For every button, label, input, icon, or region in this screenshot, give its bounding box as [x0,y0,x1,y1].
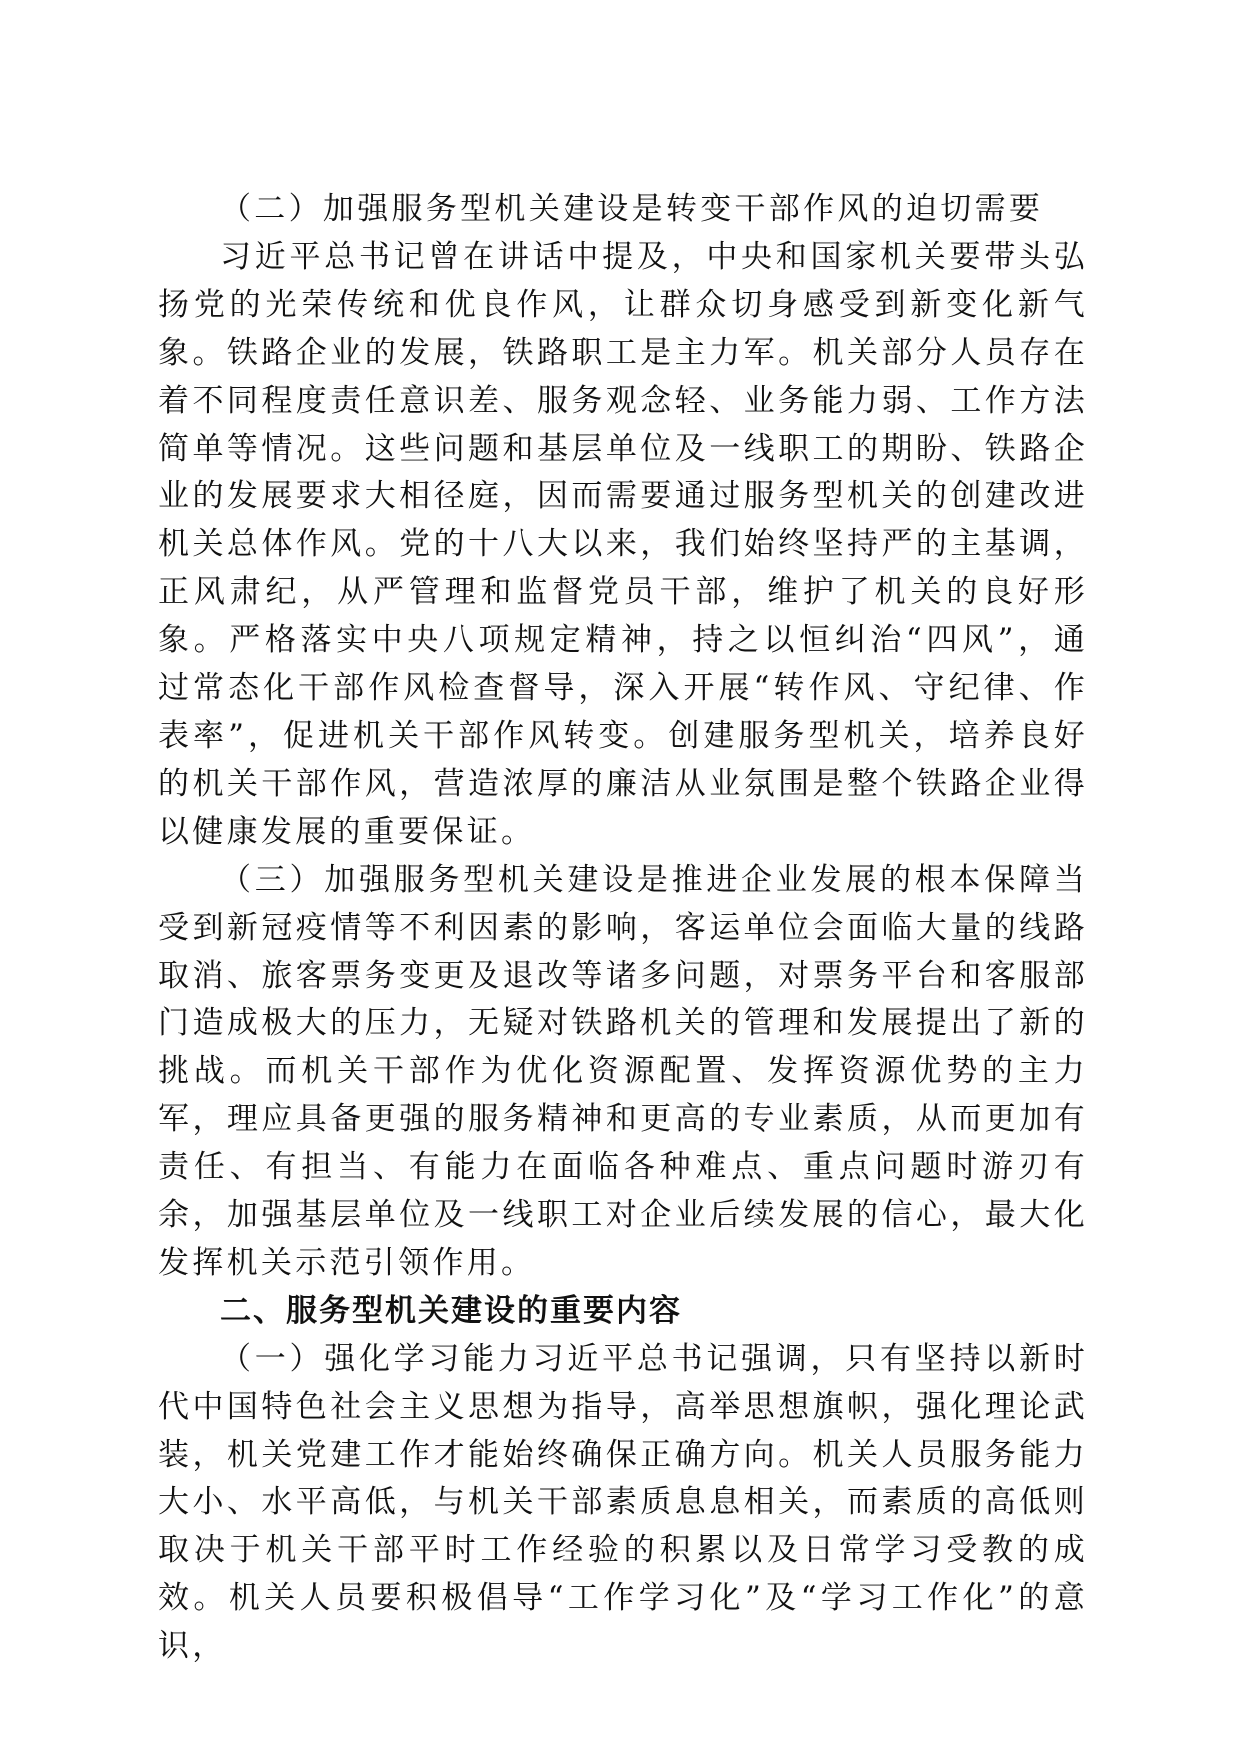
document-body [158,186,1088,1671]
section-heading-2: 二、服务型机关建设的重要内容 [220,1292,682,1329]
body-paragraph-enterprise-development: （三）加强服务型机关建设是推进企业发展的根本保障当受到新冠疫情等不利因素的影响，客运单位会面临大量的线路取消、旅客票务变更及退改等诸多问题，对票务平台和客服部门造成极大的压力，无疑对铁路机关的管理和发展提出了新的挑战。而机关干部作为优化资源配置、发挥资源优势的主力军，理应具备更强的服务精神和更高的专业素质，从而更加有责任、有担当、有能力在面临各种难点、重点问题时游刃有余，加强基层单位及一线职工对企业后续发展的信心，最大化发挥机关示范引领作用。 [158,861,1088,1281]
body-paragraph-cadre-style: 习近平总书记曾在讲话中提及，中央和国家机关要带头弘扬党的光荣传统和优良作风，让群众切身感受到新变化新气象。铁路企业的发展，铁路职工是主力军。机关部分人员存在着不同程度责任意识差、服务观念轻、业务能力弱、工作方法简单等情况。这些问题和基层单位及一线职工的期盼、铁路企业的发展要求大相径庭，因而需要通过服务型机关的创建改进机关总体作风。党的十八大以来，我们始终坚持严的主基调，正风肃纪，从严管理和监督党员干部，维护了机关的良好形象。严格落实中央八项规定精神，持之以恒纠治“四风”，通过常态化干部作风检查督导，深入开展“转作风、守纪律、作表率”，促进机关干部作风转变。创建服务型机关，培养良好的机关干部作风，营造浓厚的廉洁从业氛围是整个铁路企业得以健康发展的重要保证。 [158,238,1088,850]
body-paragraph-learning-ability: （一）强化学习能力习近平总书记强调，只有坚持以新时代中国特色社会主义思想为指导，高举思想旗帜，强化理论武装，机关党建工作才能始终确保正确方向。机关人员服务能力大小、水平高低，与机关干部素质息息相关，而素质的高低则取决于机关干部平时工作经验的积累以及日常学习受教的成效。机关人员要积极倡导“工作学习化”及“学习工作化”的意识， [158,1340,1088,1665]
subheading-paragraph-2: （二）加强服务型机关建设是转变干部作风的迫切需要 [220,191,1044,227]
